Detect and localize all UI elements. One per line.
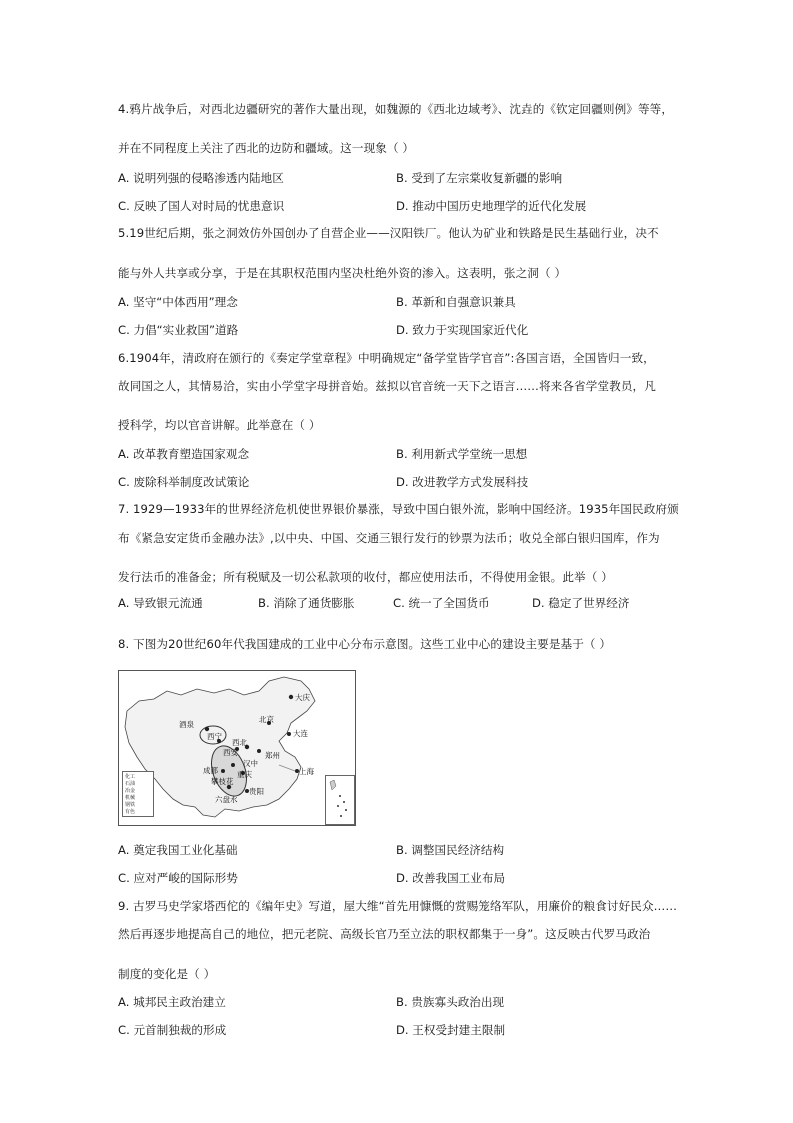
city-zhengzhou: 郑州 <box>265 751 280 760</box>
city-chengdu: 成都 <box>203 766 218 775</box>
q5-line-2: 能与外人共享或分享，于是在其职权范围内坚决杜绝外资的渗入。这表明，张之洞（ ） <box>118 266 567 280</box>
city-shanghai: 上海 <box>299 767 314 776</box>
q5-option-b[interactable]: B. 革新和自强意识兼具 <box>396 295 516 309</box>
city-guiyang: 贵阳 <box>249 787 264 796</box>
industrial-centers-map <box>118 670 356 826</box>
q9-option-a[interactable]: A. 城邦民主政治建立 <box>118 995 226 1009</box>
city-xian: 西安 <box>223 748 238 757</box>
q6-option-a[interactable]: A. 改革教育塑造国家观念 <box>118 447 250 461</box>
city-beijing: 北京 <box>259 715 274 724</box>
city-jiuquan: 酒泉 <box>179 720 194 729</box>
city-daqing: 大庆 <box>295 693 310 702</box>
legend-item: 有色 <box>125 809 136 815</box>
q5-option-a[interactable]: A. 坚守“中体西用”理念 <box>118 295 238 309</box>
q5-option-d[interactable]: D. 致力于实现国家近代化 <box>396 323 529 337</box>
q7-line-3: 发行法币的准备金；所有税赋及一切公私款项的收付，都应使用法币，不得使用金银。此举（ ） <box>118 570 613 584</box>
q8-option-b[interactable]: B. 调整国民经济结构 <box>396 843 505 857</box>
q6-line-1: 6.1904年，清政府在颁行的《奏定学堂章程》中明确规定“备学堂皆学官音”:各国言语，全国皆归一致， <box>118 351 655 365</box>
q6-option-d[interactable]: D. 改进教学方式发展科技 <box>396 475 529 489</box>
q6-option-c[interactable]: C. 废除科举制度改试策论 <box>118 475 250 489</box>
q6-option-b[interactable]: B. 利用新式学堂统一思想 <box>396 447 528 461</box>
legend-item: 石油 <box>125 781 136 787</box>
q7-option-c[interactable]: C. 统一了全国货币 <box>393 596 490 610</box>
q9-line-1: 9. 古罗马史学家塔西佗的《编年史》写道，屋大维“首先用慷慨的赏赐笼络军队，用廉价的粮食讨好民众…… <box>118 899 678 913</box>
q7-line-1: 7. 1929—1933年的世界经济危机使世界银价暴涨，导致中国白银外流，影响中国经济。1935年国民政府颁 <box>118 502 679 516</box>
legend-item: 化工 <box>125 774 136 780</box>
q9-option-d[interactable]: D. 王权受封建主限制 <box>396 1023 506 1037</box>
q5-line-1: 5.19世纪后期，张之洞效仿外国创办了自营企业——汉阳铁厂。他认为矿业和铁路是民生基础行业，决不 <box>118 226 659 240</box>
q8-line-1: 8. 下图为20世纪60年代我国建成的工业中心分布示意图。这些工业中心的建设主要是基于（ ） <box>118 637 612 651</box>
city-liupanshui: 六盘水 <box>215 795 238 804</box>
q4-line-2: 并在不同程度上关注了西北的边防和疆域。这一现象（ ） <box>118 141 415 155</box>
city-hanzhong: 汉中 <box>243 759 258 768</box>
q4-option-b[interactable]: B. 受到了左宗棠收复新疆的影响 <box>396 171 563 185</box>
south-sea-inset <box>325 775 355 825</box>
q7-option-b[interactable]: B. 消除了通货膨胀 <box>258 596 355 610</box>
q6-line-3: 授科学，均以官音讲解。此举意在（ ） <box>118 418 321 432</box>
q4-option-a[interactable]: A. 说明列强的侵略渗透内陆地区 <box>118 171 284 185</box>
legend-item: 冶金 <box>125 788 136 794</box>
q7-option-a[interactable]: A. 导致银元流通 <box>118 596 203 610</box>
q5-option-c[interactable]: C. 力倡“实业救国”道路 <box>118 323 239 337</box>
q9-line-2: 然后再逐步地提高自己的地位，把元老院、高级长官乃至立法的职权都集于一身”。这反映古代罗马政治 <box>118 927 651 941</box>
q4-option-c[interactable]: C. 反映了国人对时局的忧患意识 <box>118 199 285 213</box>
q4-option-d[interactable]: D. 推动中国历史地理学的近代化发展 <box>396 199 587 213</box>
q9-line-3: 制度的变化是（ ） <box>118 967 216 981</box>
legend-item: 钢铁 <box>125 802 136 808</box>
q9-option-c[interactable]: C. 元首制独裁的形成 <box>118 1023 227 1037</box>
city-xibei: 西北 <box>232 738 247 747</box>
q4-line-1: 4.鸦片战争后，对西北边疆研究的著作大量出现，如魏源的《西北边域考》、沈垚的《钦定回疆则例》等等， <box>118 102 674 116</box>
city-panzhihua: 攀枝花 <box>211 777 234 786</box>
q8-option-d[interactable]: D. 改善我国工业布局 <box>396 871 506 885</box>
city-chongqing: 重庆 <box>237 770 252 779</box>
map-legend <box>122 771 154 817</box>
q8-option-c[interactable]: C. 应对严峻的国际形势 <box>118 871 238 885</box>
city-xining: 西宁 <box>207 732 222 741</box>
q9-option-b[interactable]: B. 贵族寡头政治出现 <box>396 995 505 1009</box>
q7-line-2: 布《紧急安定货币金融办法》,以中央、中国、交通三银行发行的钞票为法币；收兑全部白银归国库，作为 <box>118 531 660 545</box>
city-dalian: 大连 <box>293 729 308 738</box>
q8-option-a[interactable]: A. 奠定我国工业化基础 <box>118 843 238 857</box>
legend-item: 机械 <box>125 795 136 801</box>
q6-line-2: 故同国之人，其情易洽，实由小学堂字母拼音始。兹拟以官音统一天下之语言……将来各省学堂教员，凡 <box>118 379 656 393</box>
q7-option-d[interactable]: D. 稳定了世界经济 <box>532 596 630 610</box>
